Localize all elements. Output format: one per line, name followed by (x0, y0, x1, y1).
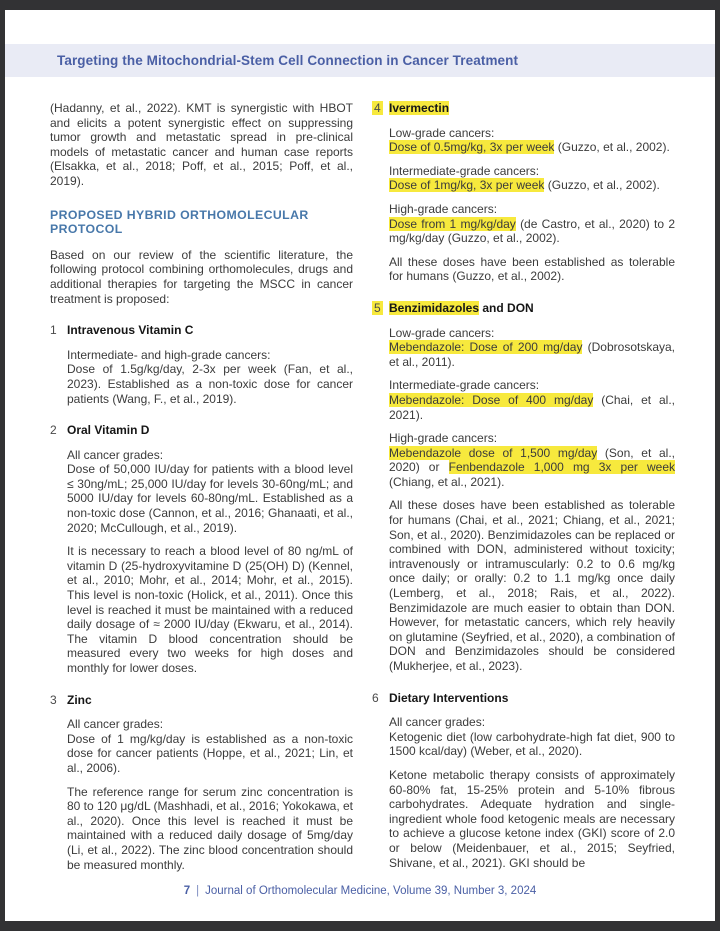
text-span: Zinc (67, 692, 92, 707)
section-heading (50, 323, 353, 338)
text-span: (Guzzo, et al., 2002). (544, 178, 660, 193)
paragraph (389, 498, 675, 673)
text-span: Intravenous Vitamin C (67, 323, 194, 338)
section-title (67, 323, 193, 338)
paragraph (67, 785, 353, 873)
section-body (67, 348, 353, 406)
paragraph (67, 448, 353, 536)
paragraph (67, 348, 353, 406)
protocol-section (372, 101, 675, 284)
paragraph (389, 431, 675, 489)
document-page (5, 10, 715, 921)
text-span: All cancer grades: (67, 447, 164, 462)
text-span: High-grade cancers: (389, 431, 498, 446)
text-span: Ketogenic diet (low carbohydrate-high fat diet, 900 to 1500 kcal/day) (Weber, et al., 2020). (389, 729, 675, 759)
highlighted-text: Mebendazole dose of 1,500 mg/day (389, 445, 598, 460)
protocol-section (50, 693, 353, 873)
paragraph (389, 326, 675, 370)
paragraph (389, 378, 675, 422)
protocol-section (50, 323, 353, 406)
highlighted-text: 4 (374, 101, 381, 115)
paragraph (389, 768, 675, 870)
section-body (389, 126, 675, 284)
text-span: Oral Vitamin D (67, 423, 150, 438)
text-span: Dose of 1.5g/kg/day, 2-3x per week (Fan, et al., 2023). Established as a non-toxic dose for cancer patients (Wang, F., et al., 2019). (67, 362, 353, 406)
text-span: and DON (479, 300, 534, 315)
text-span: All cancer grades: (389, 715, 486, 730)
section-title (67, 693, 92, 708)
paragraph (67, 544, 353, 675)
text-span: Ketone metabolic therapy consists of approximately 60-80% fat, 15-25% protein and 5-10% fibrous carbohydrates. Adequate hydration and single-ingredient whole food ketogenic meals are necessary to achieve a glucose ketone index (GKI) score of 2.0 or below (Meidenbauer, et al., 2015; Seyfried, Shivane, et al., 2021). GKI should be (389, 767, 675, 870)
section-number (372, 101, 389, 116)
paragraph (67, 717, 353, 775)
protocol-heading: PROPOSED HYBRID ORTHOMOLECULAR PROTOCOL (50, 207, 309, 237)
paragraph (389, 164, 675, 193)
section-title (389, 101, 449, 116)
paragraph (50, 248, 353, 306)
highlighted-text: Benzimidazoles (389, 300, 480, 315)
highlighted-text: Dose of 1mg/kg, 3x per week (389, 178, 545, 193)
section-heading (372, 691, 675, 706)
protocol-section (50, 423, 353, 676)
text-span: (de Castro, et al., 2020) to 2 mg/kg/day (Guzzo, et al., 2002). (389, 216, 675, 246)
text-span: All cancer grades: (67, 717, 164, 732)
text-span: (Hadanny, et al., 2022). KMT is synergistic with HBOT and elicits a potent synergistic effect on suppressing tumor growth and metastatic spread in pre-clinical models of metastatic cancer and human case reports (Elsakka, et al., 2018; Poff, et al., 2015; Poff, et al., 2019). (50, 101, 353, 188)
text-span: Dose of 1 mg/kg/day is established as a non-toxic dose for cancer patients (Hoppe, et al., 2021; Lin, et al., 2006). (67, 731, 353, 775)
text-span: Dietary Interventions (389, 690, 509, 705)
text-span: Based on our review of the scientific literature, the following protocol combining orthomolecules, drugs and additional therapies for targeting the MSCC in cancer treatment is proposed: (50, 247, 353, 306)
section-number: 1 (50, 323, 57, 338)
text-span: All these doses have been established as tolerable for humans (Chai, et al., 2021; Chiang, et al., 2021; Son, et al., 2020). Benzimidazoles can be replaced or combined with DON, administered without toxicity; intravenously or intramuscularly: 0.2 to 0.6 mg/kg once daily; or orally: 0.2 to 1.1 mg/kg once daily (Lemberg, et al., 2018; Rais, et al., 2022). Benzimidazole are much easier to obtain than DON. However, for metastatic cancers, which rely heavily on glutamine (Seyfried, et al., 2020), a combination of DON and Benzimidazoles should be considered (Mukherjee, et al., 2023). (389, 498, 675, 673)
section-heading (372, 301, 675, 316)
page-footer (5, 885, 715, 897)
section-number: 6 (372, 690, 379, 705)
text-span: Low-grade cancers: (389, 325, 495, 340)
section-heading (372, 101, 675, 116)
section-title (67, 423, 149, 438)
text-span: (Guzzo, et al., 2002). (554, 140, 670, 155)
highlighted-text: Mebendazole: Dose of 400 mg/day (389, 392, 594, 407)
text-span: Dose of 50,000 IU/day for patients with a blood level ≤ 30ng/mL; 25,000 IU/day for levels 30-60ng/mL; and 5000 IU/day for levels 60-80ng/mL. Established as a non-toxic dose (Cannon, et al., 2016; Ghanaati, et al., 2020; McCullough, et al., 2019). (67, 462, 353, 535)
highlighted-text: Dose of 0.5mg/kg, 3x per week (389, 140, 555, 155)
article-title-band (5, 44, 715, 77)
right-column (372, 101, 675, 881)
paragraph (389, 715, 675, 759)
journal-citation: Journal of Orthomolecular Medicine, Volume 39, Number 3, 2024 (205, 885, 537, 897)
text-span: All these doses have been established as tolerable for humans (Guzzo, et al., 2002). (389, 254, 675, 284)
section-body (67, 448, 353, 676)
highlighted-text: Ivermectin (389, 101, 450, 115)
text-span: High-grade cancers: (389, 201, 498, 216)
protocol-section (372, 301, 675, 674)
section-body (389, 715, 675, 870)
section-number: 3 (50, 692, 57, 707)
section-number (372, 301, 389, 316)
highlighted-text: 5 (374, 300, 381, 315)
left-column (50, 101, 353, 881)
highlighted-text: Dose from 1 mg/kg/day (389, 216, 516, 231)
section-title (389, 691, 508, 706)
article-title: Targeting the Mitochondrial-Stem Cell Connection in Cancer Treatment (57, 53, 519, 68)
page-number: 7 (183, 885, 191, 897)
text-span: (Son, et al., 2020) or (389, 445, 675, 475)
text-span: Intermediate-grade cancers: (389, 163, 540, 178)
section-heading (50, 423, 353, 438)
paragraph (389, 126, 675, 155)
highlighted-text: Fenbendazole 1,000 mg 3x per week (448, 460, 675, 475)
section-title (389, 301, 534, 316)
text-span: (Dobrosotskaya, et al., 2011). (389, 340, 676, 369)
text-span: Intermediate-grade cancers: (389, 378, 540, 393)
section-number: 2 (50, 423, 57, 438)
protocol-section (372, 691, 675, 871)
paragraph (389, 255, 675, 284)
text-span: Low-grade cancers: (389, 125, 495, 140)
highlighted-text: Mebendazole: Dose of 200 mg/day (389, 340, 583, 355)
text-span: (Chai, et al., 2021). (389, 392, 676, 422)
paragraph (50, 101, 353, 189)
footer-separator: | (196, 885, 200, 897)
text-span: Intermediate- and high-grade cancers: (67, 347, 271, 362)
paragraph (389, 202, 675, 246)
section-body (67, 717, 353, 872)
text-span: (Chiang, et al., 2021). (389, 474, 505, 489)
text-span: The reference range for serum zinc concentration is 80 to 120 μg/dL (Mashhadi, et al., 2016; Yokokawa, et al., 2020). Once this level is reached it must be maintained with a reduced daily dosage of 5mg/day (Li, et al., 2022). The zinc blood concentration should be measured monthly. (67, 784, 354, 872)
text-span: It is necessary to reach a blood level of 80 ng/mL of vitamin D (25-hydroxyvitamine D (25(OH) D) (Kennel, et al., 2010; Mohr, et al., 2014; Mohr, et al., 2015). This level is non-toxic (Holick, et al., 2011). Once this level is reached it must be maintained with a reduced daily dosage of ≈ 2000 IU/day (Ekwaru, et al., 2014). The vitamin D blood concentration should be measured every two weeks for high doses and monthly for lower doses. (67, 544, 353, 675)
section-heading (50, 693, 353, 708)
two-column-content (5, 77, 715, 881)
section-body (389, 326, 675, 674)
